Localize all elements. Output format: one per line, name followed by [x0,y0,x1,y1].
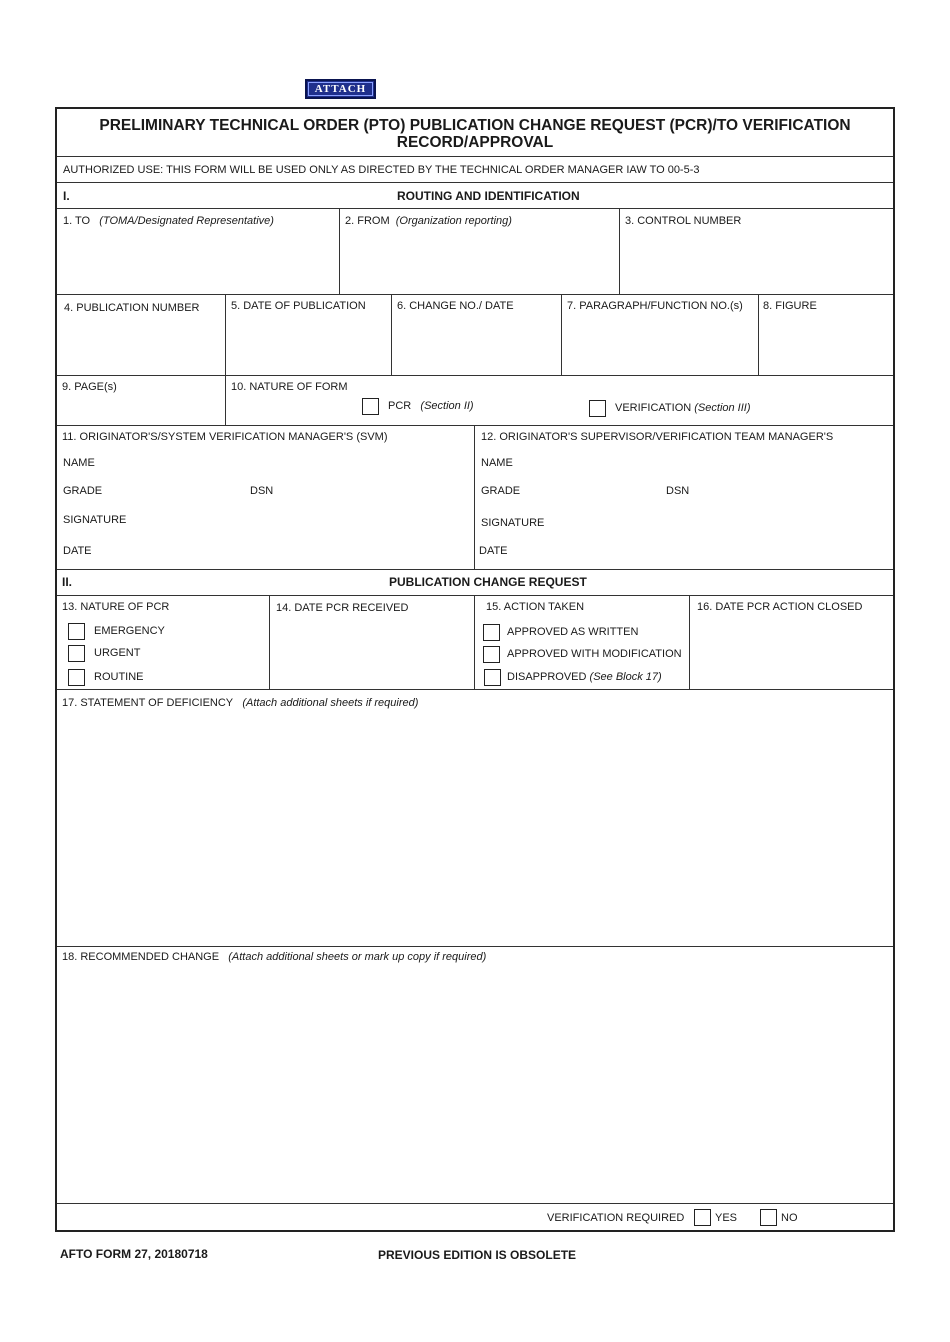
block-17-label: 17. STATEMENT OF DEFICIENCY (Attach additional sheets if required) [62,697,419,709]
approved-as-written-label: APPROVED AS WRITTEN [507,626,639,638]
verification-yes-label: YES [715,1212,738,1224]
block-1-label: 1. TO (TOMA/Designated Representative) [63,215,274,227]
pages-field[interactable] [62,397,220,421]
block-12-dsn-label: DSN [666,485,690,497]
change-no-date-field[interactable] [397,321,559,371]
block-11-name-label: NAME [63,457,95,469]
emergency-label: EMERGENCY [94,625,165,637]
originator-name-field[interactable] [107,452,467,472]
block-10-label: 10. NATURE OF FORM [231,381,348,393]
pcr-checkbox[interactable] [362,398,379,415]
form-title [57,117,893,151]
to-field[interactable] [63,234,335,289]
block-11-dsn-label: DSN [250,485,274,497]
section-1-numeral: I. [63,189,70,203]
form-id: AFTO FORM 27, 20180718 [60,1247,208,1261]
supervisor-date-field[interactable] [515,540,887,560]
disapproved-label: DISAPPROVED (See Block 17) [507,671,662,683]
date-pcr-action-closed-field[interactable] [697,621,887,681]
block-16-label: 16. DATE PCR ACTION CLOSED [697,601,863,613]
block-15-label: 15. ACTION TAKEN [486,601,585,613]
block-11-grade-label: GRADE [63,485,103,497]
verification-no-label: NO [781,1212,798,1224]
section-2-title: PUBLICATION CHANGE REQUEST [389,575,587,589]
section-1-title: ROUTING AND IDENTIFICATION [397,189,580,203]
block-8-label: 8. FIGURE [763,300,817,312]
approved-with-modification-label: APPROVED WITH MODIFICATION [507,648,682,660]
section-2-numeral: II. [62,575,73,589]
block-12-grade-label: GRADE [481,485,521,497]
attach-button[interactable]: ATTACH [305,79,376,99]
block-18-label: 18. RECOMMENDED CHANGE (Attach additional sheets or mark up copy if required) [62,951,487,963]
block-13-label: 13. NATURE OF PCR [62,601,170,613]
block-12-date-label: DATE [479,545,508,557]
verification-required-label: VERIFICATION REQUIRED [547,1212,685,1224]
block-3-label: 3. CONTROL NUMBER [625,215,742,227]
supervisor-name-field[interactable] [523,452,887,472]
paragraph-function-field[interactable] [567,321,755,371]
block-11-date-label: DATE [63,545,92,557]
date-pcr-received-field[interactable] [276,621,466,681]
routine-label: ROUTINE [94,671,144,683]
verification-option-label: VERIFICATION (Section III) [615,402,751,414]
supervisor-signature-field[interactable] [555,512,887,532]
block-14-label: 14. DATE PCR RECEIVED [276,602,409,614]
approved-as-written-checkbox[interactable] [483,624,500,641]
block-7-label: 7. PARAGRAPH/FUNCTION NO.(s) [567,300,743,312]
block-4-label: 4. PUBLICATION NUMBER [64,302,200,314]
urgent-label: URGENT [94,647,141,659]
form-title-line1: PRELIMINARY TECHNICAL ORDER (PTO) PUBLICATION CHANGE REQUEST (PCR)/TO VERIFICATION [99,117,851,134]
supervisor-dsn-field[interactable] [695,480,887,500]
date-of-publication-field[interactable] [231,321,389,371]
block-11-label: 11. ORIGINATOR'S/SYSTEM VERIFICATION MANAGER'S (SVM) [62,431,388,443]
pcr-option-label: PCR (Section II) [388,400,474,412]
statement-of-deficiency-field[interactable] [62,715,888,943]
obsolete-notice: PREVIOUS EDITION IS OBSOLETE [378,1248,577,1262]
recommended-change-field[interactable] [62,969,888,1199]
verification-checkbox[interactable] [589,400,606,417]
verification-yes-checkbox[interactable] [694,1209,711,1226]
control-number-field[interactable] [625,234,887,289]
block-9-label: 9. PAGE(s) [62,381,117,393]
emergency-checkbox[interactable] [68,623,85,640]
originator-dsn-field[interactable] [279,480,467,500]
block-12-name-label: NAME [481,457,513,469]
disapproved-checkbox[interactable] [484,669,501,686]
originator-date-field[interactable] [97,540,467,560]
supervisor-grade-field[interactable] [523,480,653,500]
figure-field[interactable] [763,321,887,371]
form-title-line2: RECORD/APPROVAL [396,134,554,151]
originator-grade-field[interactable] [107,480,237,500]
approved-with-modification-checkbox[interactable] [483,646,500,663]
block-12-signature-label: SIGNATURE [481,517,545,529]
form-frame [55,107,895,1232]
block-12-label: 12. ORIGINATOR'S SUPERVISOR/VERIFICATION TEAM MANAGER'S [481,431,834,443]
verification-no-checkbox[interactable] [760,1209,777,1226]
block-2-label: 2. FROM (Organization reporting) [345,215,512,227]
publication-number-field[interactable] [64,321,222,371]
urgent-checkbox[interactable] [68,645,85,662]
block-5-label: 5. DATE OF PUBLICATION [231,300,366,312]
from-field[interactable] [345,234,617,289]
block-6-label: 6. CHANGE NO./ DATE [397,300,514,312]
block-11-signature-label: SIGNATURE [63,514,127,526]
authorized-use-text: AUTHORIZED USE: THIS FORM WILL BE USED ONLY AS DIRECTED BY THE TECHNICAL ORDER MANAGER IAW TO 00-5-3 [63,164,700,176]
routine-checkbox[interactable] [68,669,85,686]
originator-signature-field[interactable] [137,509,467,529]
